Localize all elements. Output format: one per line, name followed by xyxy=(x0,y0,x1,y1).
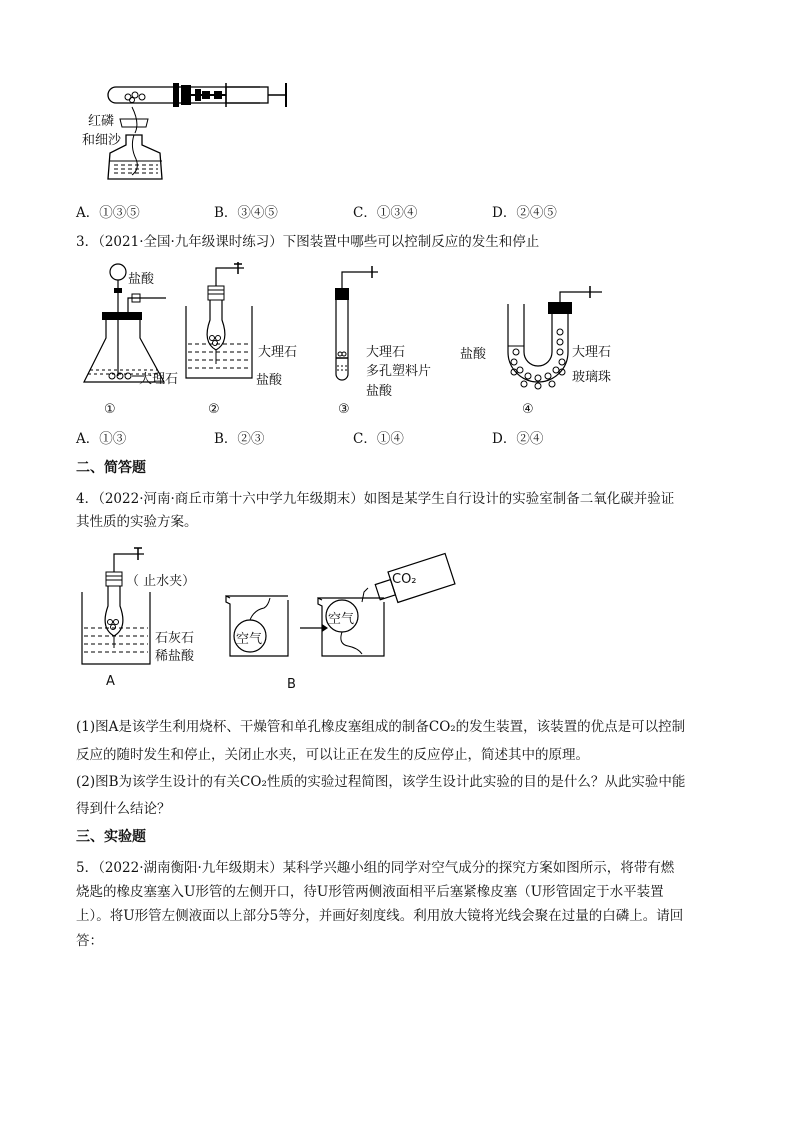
q3-option-a[interactable]: A．①③ xyxy=(76,431,127,447)
q5-line1: 5．（2022·湖南衡阳·九年级期末）某科学兴趣小组的同学对空气成分的探究方案如图所示，将带有燃 xyxy=(76,860,675,876)
q5-line2: 烧匙的橡皮塞塞入U形管的左侧开口，待U形管两侧液面相平后塞紧橡皮塞（U形管固定于水平装置 xyxy=(76,884,664,900)
q4-part2-line2: 得到什么结论？ xyxy=(76,801,171,817)
q4-label-co2: CO₂ xyxy=(392,572,417,587)
q3-option-b[interactable]: B．②③ xyxy=(214,431,265,447)
q4-label-air-left: 空气 xyxy=(236,632,263,647)
q3-fig1-label-hcl: 盐酸 xyxy=(128,272,155,287)
q3-fig4-number: ④ xyxy=(522,402,534,417)
q3-fig3-label-marble: 大理石 xyxy=(366,345,406,360)
q3-fig1-number: ① xyxy=(104,402,116,417)
q4-label-air-right: 空气 xyxy=(328,612,355,627)
q4-part2-line1: (2)图B为该学生设计的有关CO₂性质的实验过程简图，该学生设计此实验的目的是什么？从此实验中能 xyxy=(76,774,686,790)
q5-line4: 答： xyxy=(76,933,103,949)
q3-fig4-label-hcl: 盐酸 xyxy=(460,347,487,362)
label-fine-sand: 和细沙 xyxy=(82,133,122,148)
q3-fig3-label-hcl: 盐酸 xyxy=(366,384,393,399)
q5-line3: 上）。将U形管左侧液面以上部分5等分，并画好刻度线。利用放大镜将光线会聚在过量的白磷上。请回 xyxy=(76,908,684,924)
q2-option-a[interactable]: A．①③⑤ xyxy=(76,205,140,221)
q3-fig4-label-glass-beads: 玻璃珠 xyxy=(572,370,612,385)
q3-stem: 3．（2021·全国·九年级课时练习）下图装置中哪些可以控制反应的发生和停止 xyxy=(76,234,540,250)
q3-option-d[interactable]: D．②④ xyxy=(492,431,544,447)
q4-part1-line1: (1)图A是该学生利用烧杯、干燥管和单孔橡皮塞组成的制备CO₂的发生装置，该装置的优点是可以控制 xyxy=(76,719,686,735)
q3-apparatus-2 xyxy=(178,258,258,388)
label-red-phosphorus: 红磷 xyxy=(88,114,115,129)
q4-part1-line2: 反应的随时发生和停止，关闭止水夹，可以让正在发生的反应停止，简述其中的原理。 xyxy=(76,747,589,763)
q3-fig3-number: ③ xyxy=(338,402,350,417)
section-heading-short-answer: 二、简答题 xyxy=(76,460,146,476)
q3-option-c[interactable]: C．①④ xyxy=(353,431,404,447)
q4-stem-line2: 其性质的实验方案。 xyxy=(76,514,198,530)
q4-label-dilute-hcl: 稀盐酸 xyxy=(155,649,195,664)
q4-figure-b-tag: B xyxy=(287,677,296,692)
q4-label-limestone: 石灰石 xyxy=(155,631,195,646)
q4-figure-a-tag: A xyxy=(106,674,115,689)
q3-fig2-label-hcl: 盐酸 xyxy=(256,373,283,388)
q3-fig4-label-marble: 大理石 xyxy=(572,345,612,360)
q4-label-clip: （ 止水夹） xyxy=(126,574,196,589)
q2-option-d[interactable]: D．②④⑤ xyxy=(492,205,557,221)
q3-fig1-label-marble: 大理石 xyxy=(139,372,179,387)
q2-option-c[interactable]: C．①③④ xyxy=(353,205,418,221)
q2-option-b[interactable]: B．③④⑤ xyxy=(214,205,278,221)
q3-fig2-number: ② xyxy=(208,402,220,417)
q3-fig2-label-marble: 大理石 xyxy=(258,345,298,360)
q4-stem-line1: 4．（2022·河南·商丘市第十六中学九年级期末）如图是某学生自行设计的实验室制备二氧化碳并验证 xyxy=(76,491,675,507)
q4-figure-a-apparatus xyxy=(78,544,158,669)
section-heading-experiment: 三、实验题 xyxy=(76,829,146,845)
q3-fig3-label-plastic: 多孔塑料片 xyxy=(366,364,432,379)
